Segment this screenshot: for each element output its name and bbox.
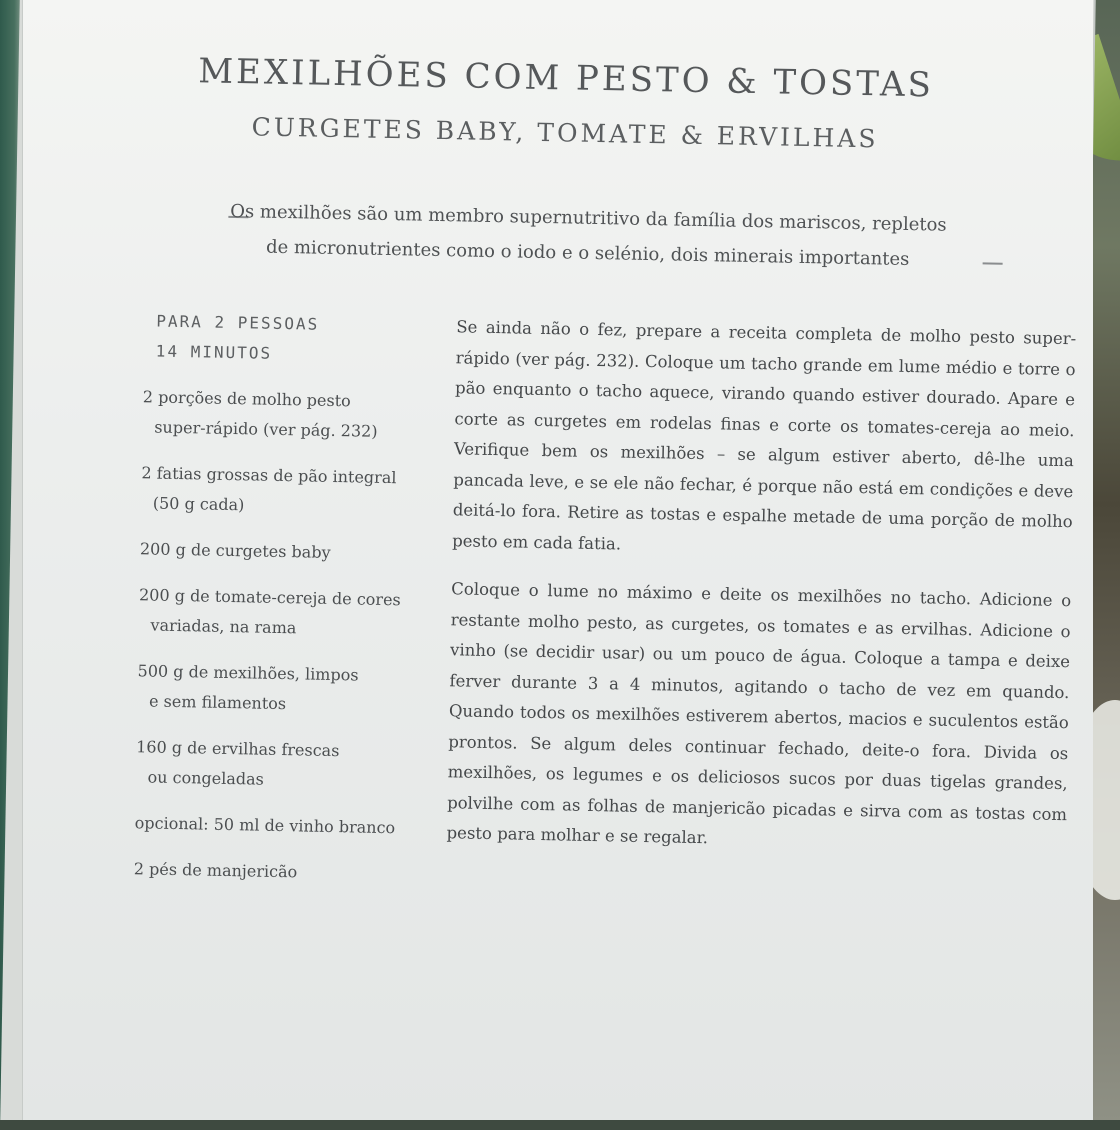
ingredient-item [140,534,441,570]
page-content [11,0,1102,1130]
method-paragraph: Se ainda não o fez, prepare a receita completa de molho pesto super-rápido (ver pág. 232). Coloque um tacho grande em lume médio e torre o pão enquanto o tacho aquece, virando quando estiver dourado. Apare e corte as curgetes em rodelas finas e corte os tomates-cereja ao meio. Verifique bem os mexilhões – se algum estiver aberto, dê-lhe uma pancada leve, e se ele não fechar, é porque não está em condições e deve deitá-lo fora. Retire as tostas e espalhe metade de uma porção de molho pesto em cada fatia. [452,317,1077,554]
ingredient-line: super-rápido (ver pág. 232) [154,417,378,441]
method-text [446,312,1077,878]
ingredient-item [142,382,443,448]
ingredient-line: 200 g de tomate-cereja de cores [138,585,401,610]
method-paragraph: Coloque o lume no máximo e deite os mexilhões no tacho. Adicione o restante molho pesto, as curgetes, os tomates e as ervilhas. Adicione o vinho (se decidir usar) ou um pouco de água. Coloque a tampa e deixe ferver durante 3 a 4 minutos, agitando o tacho de vez em quando. Quando todos os mexilhões estiverem abertos, macios e suculentos estão prontos. Se algum deles continuar fechado, deite-o fora. Divida os mexilhões, os legumes e os deliciosos sucos por duas tigelas grandes, polvilhe com as folhas de manjericão picadas e sirva com as tostas com pesto para molhar e se regalar. [446,579,1072,848]
ingredient-line: ou congeladas [147,767,265,789]
recipe-title: MEXILHÕES COM PESTO & TOSTAS [197,51,935,106]
book-page [22,0,1093,1120]
intro-line: de micronutrientes como o iodo e o selénio, dois minerais importantes [265,236,910,270]
ingredient-line: e sem filamentos [148,691,287,714]
ingredient-line: opcional: 50 ml de vinho branco [134,813,396,838]
ingredient-item [138,580,439,646]
ingredient-item [137,656,438,722]
ingredient-item [134,808,435,844]
ingredient-item [134,854,435,890]
cook-time: 14 MINUTOS [155,341,273,363]
ingredient-line: 2 pés de manjericão [133,859,298,882]
recipe-intro [207,194,968,279]
intro-dash-right [983,262,1003,264]
ingredient-line: (50 g cada) [152,493,245,515]
ingredient-line: 2 porções de molho pesto [142,387,351,411]
ingredient-line: 200 g de curgetes baby [139,539,331,562]
ingredient-list [133,382,443,906]
ingredient-line: variadas, na rama [150,615,297,638]
ingredient-line: 500 g de mexilhões, limpos [137,661,359,685]
servings: PARA 2 PESSOAS [156,311,320,334]
recipe-meta [155,307,319,370]
ingredient-item [135,732,436,798]
ingredient-item [141,458,442,524]
ingredient-line: 160 g de ervilhas frescas [136,737,340,761]
intro-line: Os mexilhões são um membro supernutritivo da família dos mariscos, repletos [229,200,947,236]
ingredient-line: 2 fatias grossas de pão integral [141,463,397,488]
recipe-subtitle: CURGETES BABY, TOMATE & ERVILHAS [251,112,879,154]
